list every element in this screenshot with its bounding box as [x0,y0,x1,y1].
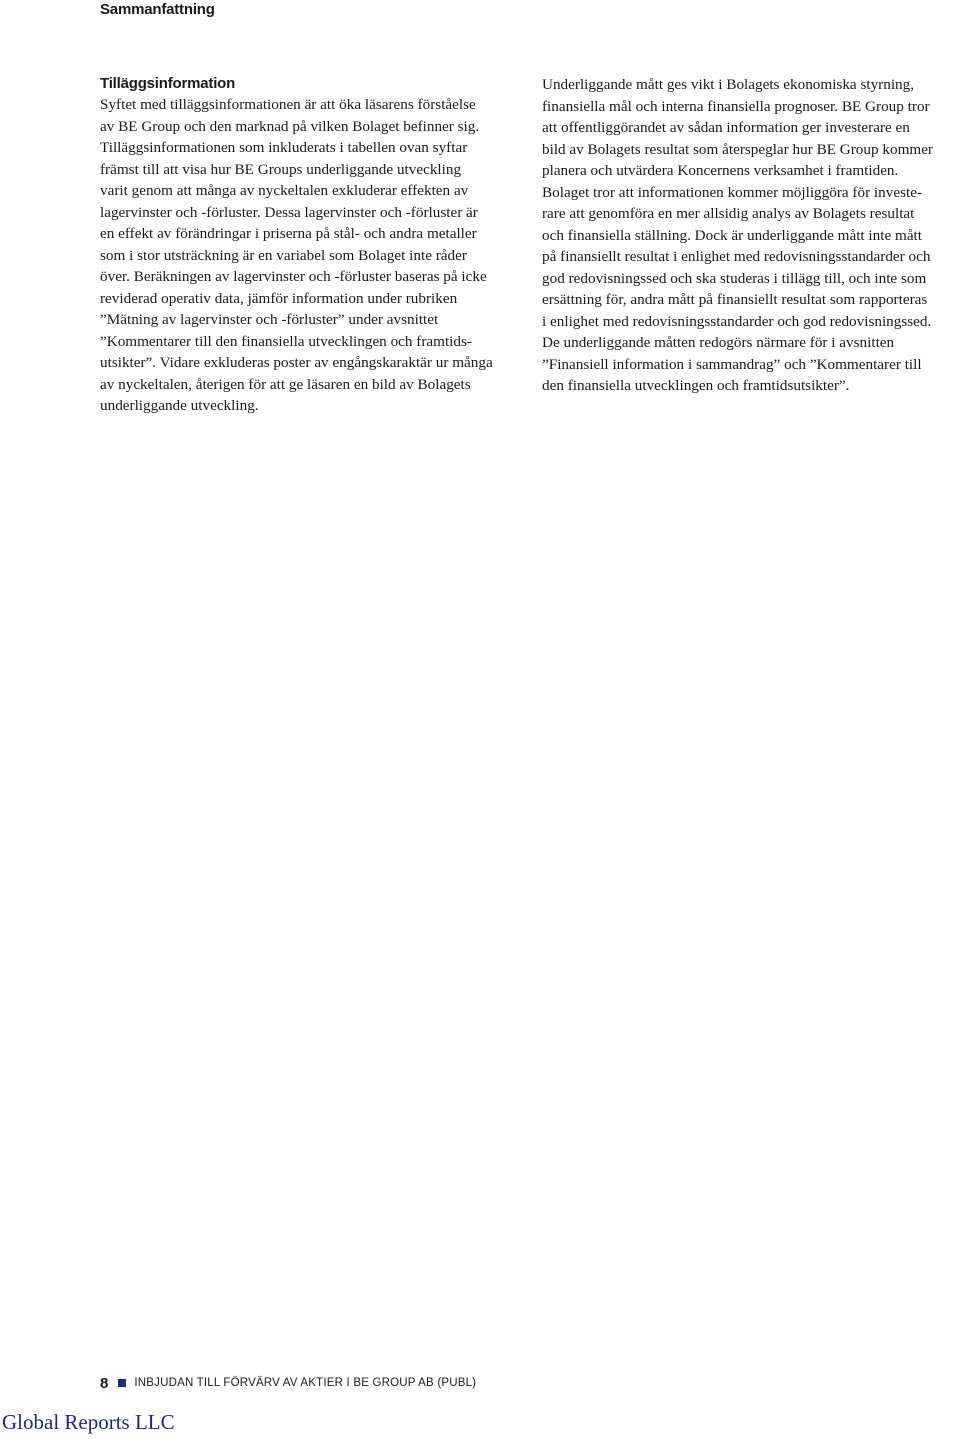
square-bullet-icon [118,1379,126,1387]
left-text-column [100,74,520,417]
page-footer [100,1373,476,1393]
section-title: Sammanfattning [100,1,215,18]
page-number: 8 [100,1374,109,1392]
document-title: INBJUDAN TILL FÖRVÄRV AV AKTIER I BE GROUP AB (PUBL) [134,1377,477,1389]
watermark: Global Reports LLC [2,1410,175,1434]
right-body-text: Underliggande mått ges vikt i Bolagets ekonomiska styrning, finansiella mål och interna finansiella prognoser. BE Group tror att offentliggörandet av sådan information ger investerare en bild av Bolagets resultat som återspeglar hur BE Group kommer planera och utvärdera Koncernens verksamhet i framtiden. Bolaget tror att informationen kommer möjliggöra för investe- rare att genomföra en mer allsidig analys av Bolagets resultat och finansiella ställning. Dock är underliggande mått inte mått på finansiellt resultat i enlighet med redovisningsstandarder och god redovisningssed och ska studeras i tillägg till, och inte som ersättning för, andra mått på finansiellt resultat som rapporteras i enlighet med redovisningsstandarder och god redovisningssed. De underliggande måtten redogörs närmare för i avsnitten ”Finansiell information i sammandrag” och ”Kommentarer till den finansiella utvecklingen och framtidsutsikter”. [542,76,933,394]
subheading: Tilläggsinformation [100,75,236,92]
left-body-text: Syftet med tilläggsinformationen är att öka läsarens förståelse av BE Group och den marknad på vilken Bolaget befinner sig. Tilläggsinformationen som inkluderats i tabellen ovan syftar främst till att visa hur BE Groups underliggande utveckling varit genom att många av nyckeltalen exkluderar effekten av lagervinster och -förluster. Dessa lagervinster och -förluster är en effekt av förändringar i priserna på stål- och andra metaller som i stor utsträckning är en variabel som Bolaget inte råder över. Beräkningen av lagervinster och -förluster baseras på icke reviderad operativ data, jämför information under rubriken ”Mätning av lagervinster och -förluster” under avsnittet ”Kommentarer till den finansiella utvecklingen och framtids- utsikter”. Vidare exkluderas poster av engångskaraktär ur många av nyckeltalen, återigen för att ge läsaren en bild av Bolagets underliggande utveckling. [100,96,493,414]
right-text-column [542,74,960,397]
